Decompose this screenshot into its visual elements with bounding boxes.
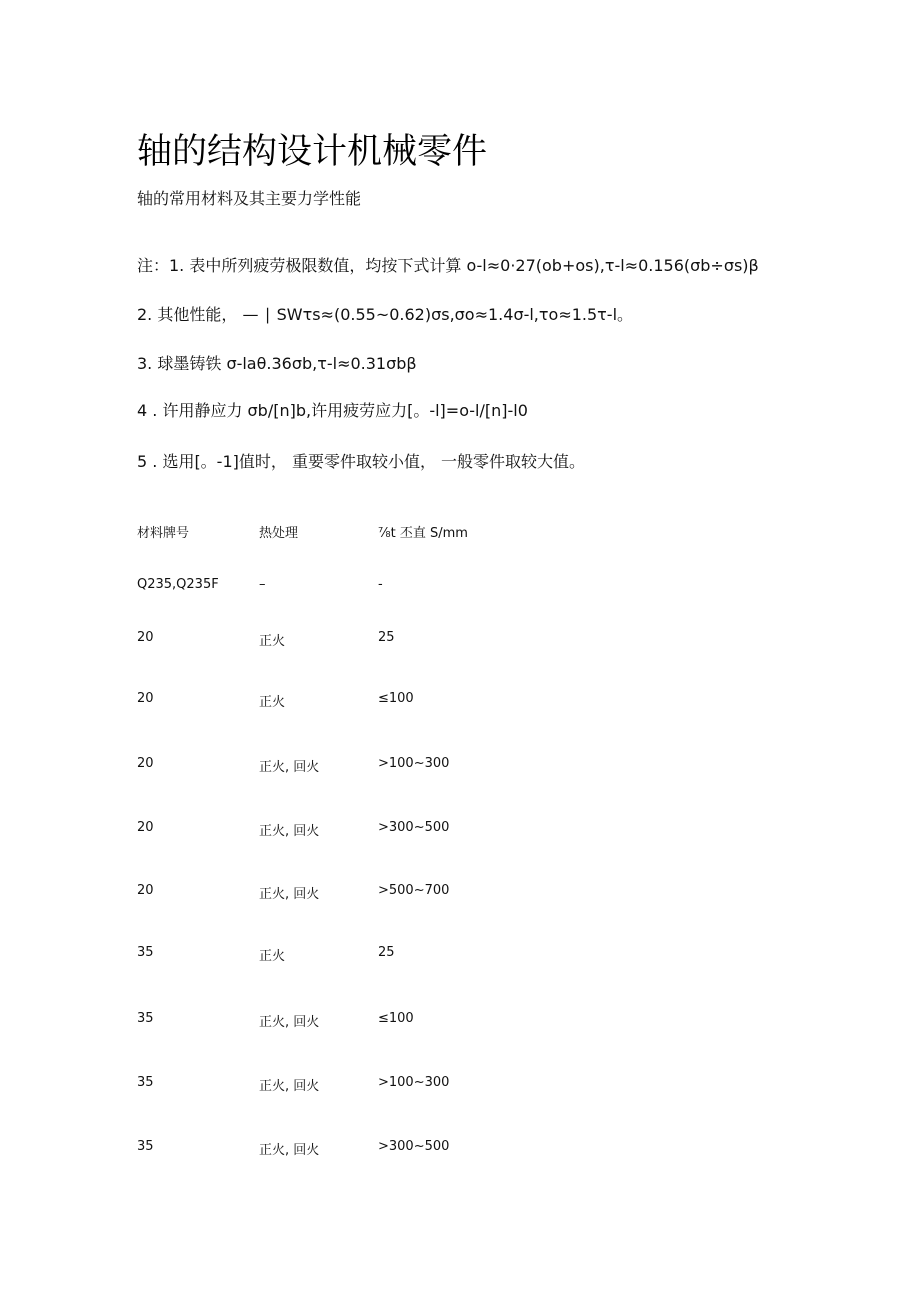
note-2: 2. 其他性能， — ∣ SWτs≈(0.55~0.62)σs,σo≈1.4σ-l,τo≈1.5τ-l。 [137, 305, 634, 324]
cell-material: Q235,Q235F [137, 577, 219, 592]
cell-material: 20 [137, 756, 154, 771]
cell-diameter: >300~500 [378, 820, 450, 835]
cell-diameter: 25 [378, 945, 395, 960]
header-diameter: ⅞t 丕直 S/mm [378, 526, 468, 541]
note-3: 3. 球墨铸铁 σ-laθ.36σb,τ-l≈0.31σbβ [137, 354, 417, 373]
cell-diameter: >100~300 [378, 756, 450, 771]
header-material: 材料牌号 [137, 526, 190, 541]
cell-heat-treatment: 正火, 回火 [259, 1143, 320, 1158]
cell-heat-treatment: 正火 [259, 634, 286, 649]
note-1: 注：1. 表中所列疲劳极限数值，均按下式计算 o-l≈0·27(ob+os),τ-l≈0.156(σb÷σs)β [137, 256, 759, 275]
cell-heat-treatment: – [259, 577, 266, 592]
cell-heat-treatment: 正火 [259, 949, 286, 964]
header-heat-treatment: 热处理 [259, 526, 299, 541]
cell-material: 20 [137, 630, 154, 645]
cell-material: 35 [137, 1075, 154, 1090]
cell-heat-treatment: 正火, 回火 [259, 760, 320, 775]
cell-heat-treatment: 正火 [259, 695, 286, 710]
cell-heat-treatment: 正火, 回火 [259, 1079, 320, 1094]
cell-diameter: >300~500 [378, 1139, 450, 1154]
cell-material: 20 [137, 691, 154, 706]
cell-material: 35 [137, 1139, 154, 1154]
cell-heat-treatment: 正火, 回火 [259, 887, 320, 902]
cell-diameter: >500~700 [378, 883, 450, 898]
cell-heat-treatment: 正火, 回火 [259, 1015, 320, 1030]
note-4: 4 . 许用静应力 σb/[n]b,许用疲劳应力[。-l]=o-l∕[n]-l0 [137, 401, 528, 420]
cell-material: 35 [137, 945, 154, 960]
cell-material: 20 [137, 820, 154, 835]
cell-diameter: ≤100 [378, 691, 414, 706]
cell-diameter: >100~300 [378, 1075, 450, 1090]
cell-diameter: 25 [378, 630, 395, 645]
cell-heat-treatment: 正火, 回火 [259, 824, 320, 839]
page-title: 轴的结构设计机械零件 [137, 132, 488, 172]
note-5: 5 . 选用[。-1]值时， 重要零件取较小值， 一般零件取较大值。 [137, 452, 586, 471]
cell-diameter: ≤100 [378, 1011, 414, 1026]
cell-diameter: - [378, 577, 383, 592]
cell-material: 20 [137, 883, 154, 898]
cell-material: 35 [137, 1011, 154, 1026]
section-subtitle: 轴的常用材料及其主要力学性能 [137, 189, 362, 208]
